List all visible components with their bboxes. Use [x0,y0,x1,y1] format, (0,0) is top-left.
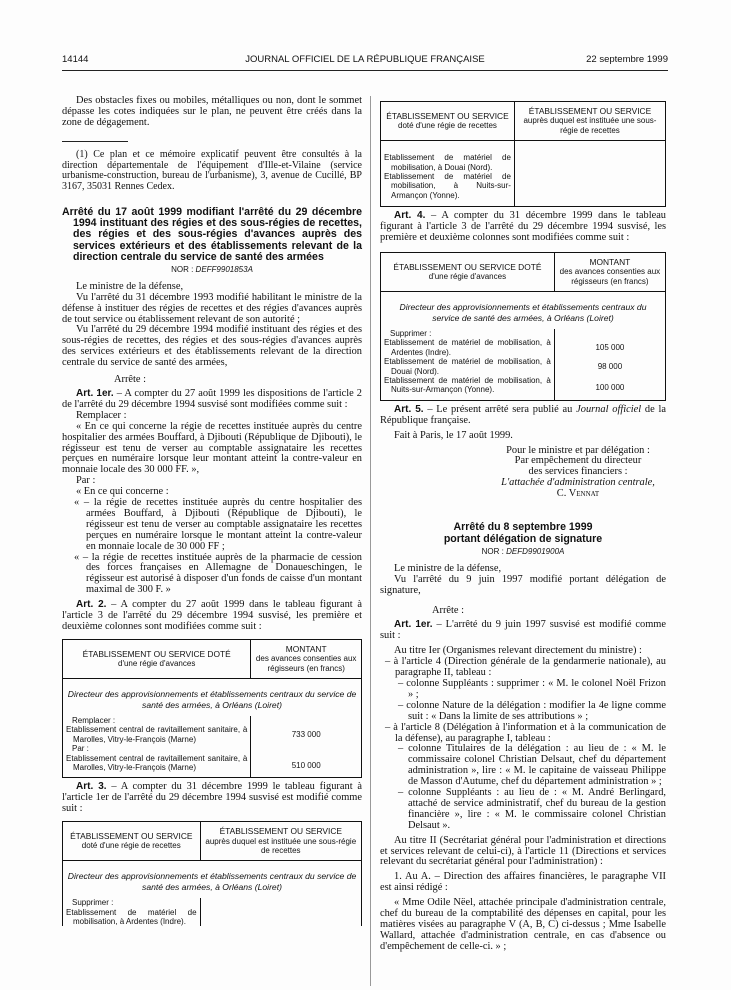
table-advances-art2 [62,639,362,778]
column-caption: MONTANT [589,256,631,267]
column-caption: ÉTABLISSEMENT OU SERVICE [219,826,342,837]
column-subcaption: doté d'une régie de recettes [398,121,497,131]
column-header [63,822,201,861]
nor-code: DEFD9901900A [506,546,565,556]
signature-line: des services financiers : [528,466,628,478]
table-row [63,725,362,744]
arrete-title-line: portant délégation de signature [443,532,603,545]
list-item: – colonne Suppléants : supprimer : « M. le colonel Noël Frizon » ; [398,677,666,700]
quote-paragraph: « Mme Odile Nëel, attachée principale d'administration centrale, chef du bureau de la comptabilité des dépenses en capital, pour les matières visées au paragraphe V (A, B, C) ci-dessus ; Mme Isabelle Wallard, attachée d'administration centrale, en cas d'absence ou d'empêchement de celle-ci. » ; [380,897,666,952]
by-label: Par : [76,475,96,487]
article-1 [380,620,666,642]
minister-line: Le ministre de la défense, [394,562,502,574]
column-header [63,639,251,678]
entity-cell: Etablissement de matériel de mobilisation, à Ardentes (Indre). [66,907,197,926]
column-caption: ÉTABLISSEMENT OU SERVICE DOTÉ [82,648,231,659]
left-column [62,96,362,926]
nor-label: NOR : [481,546,504,556]
entity-cell: Etablissement central de ravitaillement sanitaire, à Marolles, Vitry-le-François (Marne) [66,753,248,772]
nor-code: DEFF9901853A [195,264,253,274]
header-rule [62,70,668,71]
journal-name: Journal officiel [576,403,642,415]
column-caption: ÉTABLISSEMENT OU SERVICE [70,830,193,841]
amount-cell: 105 000 [554,338,665,357]
nor-label: NOR : [171,264,194,274]
list-item: – colonne Nature de la délégation : modifier la 4e ligne comme suit : « Dans la limite de ses attributions » ; [398,699,666,722]
article-text: – A compter du 27 août 1999 les dispositions de l'article 2 de l'arrêté du 29 décembre 1994 susvisé sont modifiées comme suit : [62,387,362,410]
signatory-title: L'attachée d'administration centrale, [501,477,655,489]
table-receipts-art3 [62,821,362,926]
right-column [380,101,666,953]
column-header [514,102,665,141]
table-row [63,754,362,778]
column-caption: ÉTABLISSEMENT OU SERVICE DOTÉ [393,261,542,272]
nor-reference [62,265,362,276]
arrete-title-line: Arrêté du 8 septembre 1999 [453,521,593,534]
director-heading: Directeur des approvisionnements et établissements centraux du service de santé des armées, à Orléans (Loiret) [67,689,357,710]
amount-cell: 98 000 [554,357,665,376]
quote-paragraph: « En ce qui concerne la régie de recettes instituée auprès du centre hospitalier des armées Bouffard, à Djibouti (République de Djibouti), le régisseur est tenu de verser au comptable assignataire les recettes perçues en numéraire lorsque leur montant atteint la contre-valeur en monnaie locale des 30 000 FF. », [62,420,362,476]
table-row [381,141,666,172]
article-label: Art. 1er. [76,387,114,399]
column-header [554,252,665,291]
column-subcaption: des avances consenties aux régisseurs (en francs) [559,267,661,286]
table-row [381,338,666,357]
arrete-word: Arrête : [432,604,465,616]
director-heading: Directeur des approvisionnements et établissements centraux du service de santé des armées, à Orléans (Loiret) [399,302,647,323]
signature-block [380,446,666,501]
arrete-word: Arrête : [114,374,147,386]
column-header [381,252,555,291]
column-subcaption: auprès duquel est instituée une sous-régie de recettes [205,836,357,855]
table-row [63,898,362,907]
journal-title: JOURNAL OFFICIEL DE LA RÉPUBLIQUE FRANÇAISE [245,54,485,65]
article-text: – A compter du 27 août 1999 dans le tableau figurant à l'article 3 de l'arrêté du 29 décembre 1994 susvisé, les première et deuxième colonnes sont modifiées comme suit : [62,599,362,633]
column-subcaption: des avances consenties aux régisseurs (en francs) [255,654,357,673]
page-number: 14144 [62,54,89,65]
vu-paragraph: Vu l'arrêté du 31 décembre 1993 modifié habilitant le ministre de la défense à instituer des régies de recettes et des régies d'avances auprès de tout service ou établissement relevant de son autorité ; [62,291,362,325]
entity-cell: Etablissement de matériel de mobilisation, à Ardentes (Indre). [384,338,551,357]
amount-cell: 733 000 [251,725,362,744]
director-heading: Directeur des approvisionnements et établissements centraux du service de santé des armées, à Orléans (Loiret) [67,871,357,892]
page-header [62,52,668,68]
delete-label: Supprimer : [72,898,114,908]
column-header [381,102,515,141]
table-row [63,908,362,927]
list-item: – colonne Titulaires de la délégation : au lieu de : « M. le commissaire colonel Christian Delsaut, chef du département administration », lire : « M. le capitaine de vaisseau Philippe de Masson d'Autume, chef du département administration » ; [398,743,666,788]
entity-cell: Etablissement de matériel de mobilisation, à Nuits-sur-Armançon (Yonne). [384,172,511,200]
title-section: Au titre II (Secrétariat général pour l'administration et directions et services relevant de celui-ci), à l'article 11 (Directions et services relevant du secrétariat général pour l'administration) : [380,834,666,868]
column-subcaption: doté d'une régie de recettes [81,841,181,851]
article-2 [62,600,362,633]
quote-item: « – la régie de recettes instituée auprès de la pharmacie de cession des forces françaises en Allemagne de Donaueschingen, le régisseur est autorisé à disposer d'un fonds de caisse d'un montant maximal de 300 F. » [74,551,362,596]
article-5 [380,405,666,427]
table-row [63,744,362,753]
signatory-name: C. Vennat [556,488,600,500]
arrete-title: Arrêté du 17 août 1999 modifiant l'arrêté du 29 décembre 1994 instituant des régies et des sous-régies de recettes, des régies et des sous-régies d'avances auprès des services extérieurs et des établissements relevant de la direction centrale du service de santé des armées [62,205,362,263]
footnote-rule [62,141,128,142]
table-receipts-art3-continued [380,101,666,207]
by-label: Par : [72,744,89,754]
column-separator [370,96,371,986]
list-item: – à l'article 8 (Délégation à l'information et à la communication de la défense), au paragraphe I, tableau : [385,721,666,744]
table-row [381,376,666,400]
article-text: – A compter du 31 décembre 1999 dans le tableau figurant à l'article 3 de l'arrêté du 29 décembre 1994 susvisé, les première et deuxième colonnes sont modifiées comme suit : [380,210,667,244]
article-text: – A compter du 31 décembre 1999 le tableau figurant à l'article 1er de l'arrêté du 29 décembre 1994 susvisé est modifié comme suit : [62,781,362,815]
signature-line: Par empêchement du directeur [514,455,642,467]
column-header [251,639,362,678]
title-section: Au titre Ier (Organismes relevant directement du ministre) : [394,645,642,657]
column-header [200,822,361,861]
article-text: – L'arrêté du 9 juin 1997 susvisé est modifié comme suit : [380,619,667,642]
replace-label: Remplacer : [76,409,127,421]
footnote: (1) Ce plan et ce mémoire explicatif peuvent être consultés à la direction départementale de l'équipement d'Ille-et-Vilaine (service urbanisme-construction, bureau de l'urbanisme), 3, avenue de Cucillé, BP 3167, 35031 Rennes Cedex. [62,148,362,193]
intro-paragraph: Des obstacles fixes ou mobiles, métalliques ou non, dont le sommet dépasse les cotes indiquées sur le plan, ne peuvent être créés dans la zone de dégagement. [62,95,362,128]
column-caption: MONTANT [285,643,327,654]
article-3 [62,782,362,815]
article-label: Art. 1er. [394,619,433,631]
article-text: de la République française. [380,403,666,426]
replace-label: Remplacer : [72,715,116,725]
column-subcaption: auprès duquel est instituée une sous-régie de recettes [523,116,657,135]
table-row [63,716,362,725]
article-label: Art. 2. [76,599,107,611]
amount-cell: 100 000 [554,376,665,400]
list-item: – à l'article 4 (Direction générale de la gendarmerie nationale), au paragraphe II, tableau : [385,656,666,679]
done-at: Fait à Paris, le 17 août 1999. [394,429,513,441]
table-advances-art4 [380,252,666,401]
column-caption: ÉTABLISSEMENT OU SERVICE [528,106,652,116]
paragraph: 1. Au A. – Direction des affaires financières, le paragraphe VII est ainsi rédigé : [380,871,666,894]
article-4 [380,211,666,244]
minister-line: Le ministre de la défense, [76,280,184,292]
quote-intro: « En ce qui concerne : [76,486,169,498]
signature-line: Pour le ministre et par délégation : [506,444,650,456]
column-caption: ÉTABLISSEMENT OU SERVICE [386,110,509,121]
article-1 [62,389,362,411]
table-row [381,329,666,338]
entity-cell: Etablissement central de ravitaillement sanitaire, à Marolles, Vitry-le-François (Marne) [66,725,248,744]
entity-cell: Etablissement de matériel de mobilisation, à Douai (Nord). [384,153,511,172]
article-label: Art. 3. [76,781,107,793]
article-label: Art. 5. [394,403,424,415]
table-row [381,357,666,376]
entity-cell: Etablissement de matériel de mobilisation, à Nuits-sur-Armançon (Yonne). [384,376,551,395]
delete-label: Supprimer : [390,329,432,338]
column-subcaption: d'une régie d'avances [428,272,507,282]
vu-paragraph: Vu l'arrêté du 29 décembre 1994 modifié instituant des régies et des sous-régies de recettes, des régies et des sous-régies d'avances auprès des services extérieurs et des établissements relevant de la direction centrale du service de santé des armées, [62,324,362,369]
nor-reference [380,547,666,558]
article-label: Art. 4. [394,210,426,222]
arrete-title [380,522,666,545]
entity-cell: Etablissement de matériel de mobilisation, à Douai (Nord). [384,357,551,376]
list-item: – colonne Suppléants : au lieu de : « M. André Berlingard, attaché de service administratif, chef du bureau de la gestion financière », lire : « M. le commissaire colonel Christian Delsaut ». [398,787,666,831]
column-subcaption: d'une régie d'avances [118,659,196,669]
issue-date: 22 septembre 1999 [586,54,668,65]
quote-item: « – la régie de recettes instituée auprès du centre hospitalier des armées Bouffard, à Djibouti (République de Djibouti), le régisseur est tenu de verser au comptable assignataire les recettes perçues en numéraire lorsque le montant atteint la contre-valeur en monnaie locale de 30 000 FF ; [74,497,362,552]
article-text: – Le présent arrêté sera publié au [423,403,577,415]
vu-paragraph: Vu l'arrêté du 9 juin 1997 modifié portant délégation de signature, [380,573,666,596]
amount-cell: 510 000 [251,754,362,778]
table-row [381,172,666,207]
